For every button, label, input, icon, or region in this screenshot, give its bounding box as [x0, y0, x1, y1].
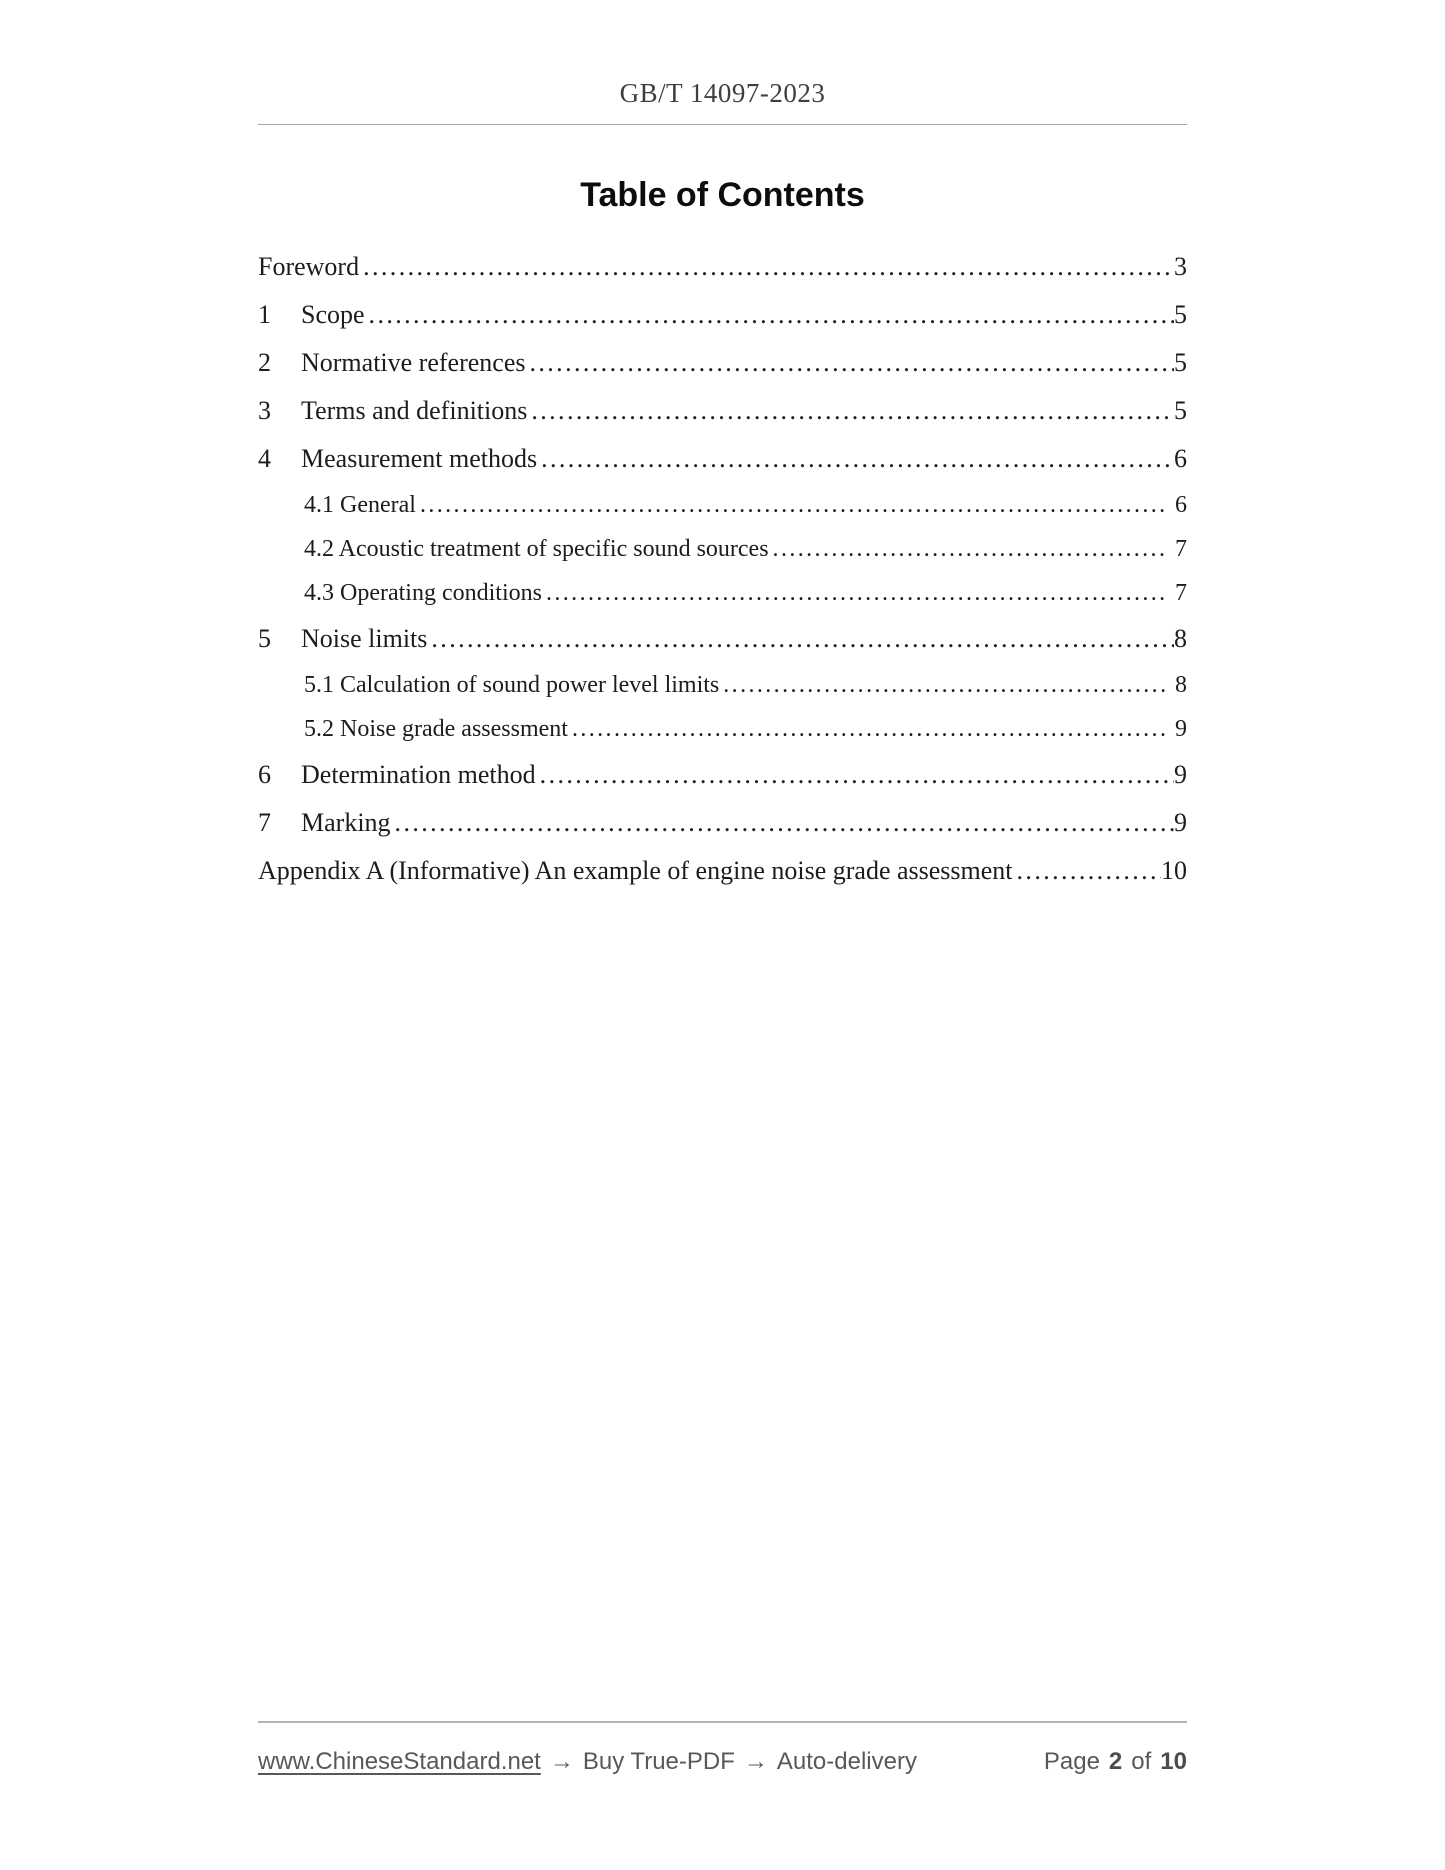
toc-entry [258, 751, 1187, 799]
toc-entry-label: 5.1 Calculation of sound power level limits [304, 672, 720, 698]
toc-entry-page: 5 [1174, 348, 1187, 377]
page-label: Page [1043, 1748, 1100, 1775]
toc-dot-leader [529, 339, 1174, 387]
buy-true-pdf-text: Buy True-PDF [582, 1748, 735, 1775]
toc-dot-leader [363, 243, 1174, 291]
toc-entry-label: Terms and definitions [301, 396, 528, 425]
toc-dot-leader [540, 751, 1174, 799]
toc-entry-number: 5 [258, 624, 271, 653]
page-indicator [1044, 1748, 1187, 1776]
footer-source-line [258, 1748, 917, 1776]
toc-entry-label: 4.2 Acoustic treatment of specific sound sources [304, 536, 769, 562]
toc-entry [258, 571, 1187, 615]
toc-dot-leader [723, 663, 1166, 707]
toc-entry-page: 8 [1174, 624, 1187, 653]
toc-entry-number: 6 [258, 760, 271, 789]
toc-entry-label: 4.1 General [304, 492, 416, 518]
toc-entry [258, 707, 1187, 751]
arrow-icon: → [549, 1748, 574, 1775]
toc-entry-page: 8 [1175, 672, 1187, 698]
toc-dot-leader [431, 615, 1174, 663]
toc-entry-page: 10 [1161, 856, 1187, 885]
header-divider [258, 124, 1187, 125]
toc-entry [258, 615, 1187, 663]
toc-entry-number: 3 [258, 396, 271, 425]
footer-divider [258, 1721, 1187, 1723]
toc-entry-number: 7 [258, 808, 271, 837]
toc-entry-label: Noise limits [301, 624, 428, 653]
total-page-number: 10 [1160, 1748, 1187, 1775]
toc-entry [258, 799, 1187, 847]
toc-entry-page: 9 [1174, 760, 1187, 789]
toc-entry-label: Determination method [301, 760, 536, 789]
arrow-icon: → [743, 1748, 768, 1775]
toc-entry-number: 1 [258, 300, 271, 329]
page-footer [258, 1748, 1187, 1776]
toc-entry-page: 6 [1175, 492, 1187, 518]
auto-delivery-text: Auto-delivery [776, 1748, 917, 1775]
toc-dot-leader [531, 387, 1174, 435]
current-page-number: 2 [1108, 1748, 1123, 1775]
toc-dot-leader [541, 435, 1174, 483]
toc-entry [258, 527, 1187, 571]
toc-entry [258, 435, 1187, 483]
toc-entry-label: Marking [301, 808, 391, 837]
toc-entry-label: Appendix A (Informative) An example of engine noise grade assessment [258, 856, 1013, 885]
toc-entry-label: Measurement methods [301, 444, 538, 473]
toc-entry-label: Normative references [301, 348, 526, 377]
toc-entry-page: 9 [1175, 716, 1187, 742]
page-title: Table of Contents [580, 176, 865, 214]
toc-entry-page: 6 [1174, 444, 1187, 473]
toc-entry [258, 847, 1187, 895]
toc-dot-leader [369, 291, 1174, 339]
page-header [0, 78, 1445, 109]
toc-entry-page: 9 [1174, 808, 1187, 837]
table-of-contents [258, 243, 1187, 895]
toc-dot-leader [773, 527, 1166, 571]
toc-entry-number: 4 [258, 444, 271, 473]
toc-entry-page: 3 [1174, 252, 1187, 281]
toc-entry [258, 243, 1187, 291]
toc-entry [258, 387, 1187, 435]
doc-number: GB/T 14097-2023 [619, 78, 826, 108]
toc-dot-leader [420, 483, 1166, 527]
toc-entry-label: 5.2 Noise grade assessment [304, 716, 568, 742]
toc-entry-page: 5 [1174, 300, 1187, 329]
toc-entry-number: 2 [258, 348, 271, 377]
toc-dot-leader [572, 707, 1166, 751]
toc-entry [258, 663, 1187, 707]
toc-entry-page: 5 [1174, 396, 1187, 425]
toc-entry [258, 483, 1187, 527]
toc-entry-label: 4.3 Operating conditions [304, 580, 542, 606]
toc-dot-leader [546, 571, 1166, 615]
of-label: of [1131, 1748, 1152, 1775]
toc-entry [258, 291, 1187, 339]
website-link[interactable]: www.ChineseStandard.net [258, 1748, 541, 1775]
toc-dot-leader [395, 799, 1174, 847]
toc-entry [258, 339, 1187, 387]
toc-dot-leader [1017, 847, 1161, 895]
toc-entry-label: Foreword [258, 252, 360, 281]
toc-entry-page: 7 [1175, 536, 1187, 562]
toc-entry-label: Scope [301, 300, 365, 329]
toc-entry-page: 7 [1175, 580, 1187, 606]
